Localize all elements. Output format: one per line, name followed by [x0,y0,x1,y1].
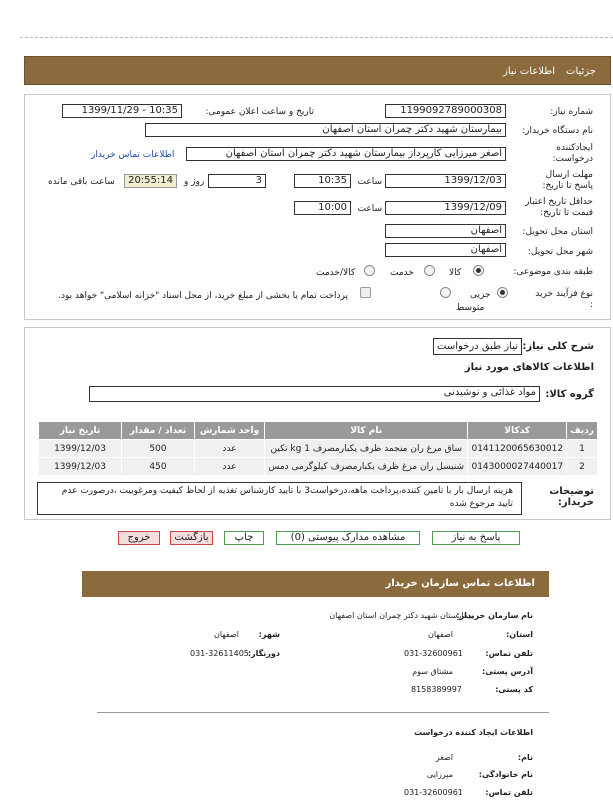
category-goods-label: کالا [449,268,462,278]
contact-fax-value: 031-32611405 [190,649,249,658]
contact-city-label: شهر: [258,630,280,639]
creator-phone-value: 031-32600961 [404,788,463,797]
validity-time-field: 10:00 [294,201,351,215]
item-name: شنیسل ران مرغ ظرف یکبارمصرف کیلوگرمی دمس [265,458,468,476]
delivery-city-field: اصفهان [385,243,506,257]
tab-need-info[interactable]: اطلاعات نیاز [503,66,555,77]
contact-header-bar [82,571,549,597]
process-medium-label: متوسط [456,303,485,313]
org-name-value: بیمارستان شهید دکتر چمران استان اصفهان [329,611,473,620]
row-number: 2 [567,458,598,476]
general-description-label: شرح کلی نیاز: [522,341,594,352]
col-name: نام کالا [265,422,468,440]
process-type-label: نوع فرآیند خرید : [535,289,593,310]
table-row [39,440,598,458]
category-service-label: خدمت [390,268,414,278]
time-remaining-field: 20:55:14 [124,174,177,188]
contact-province-value: اصفهان [427,630,453,639]
time-remaining-label: ساعت باقی مانده [48,177,115,187]
buyer-contact-link[interactable]: اطلاعات تماس خریدار [91,150,175,160]
col-row: ردیف [567,422,598,440]
request-creator-field: اصغر میرزایی کارپرداز بیمارستان شهید دکتر چمران استان اصفهان [186,147,506,161]
general-description-field: نیاز طبق درخواست [433,338,522,355]
process-medium-radio[interactable] [440,287,451,298]
deadline-time-label: ساعت [357,177,382,187]
buyer-notes-field: هزینه ارسال بار با تامین کننده،پرداخت ماهه،درخواست3 با تایید کارشناس تغذیه از لحاظ کیفیت ومرغوبیت ،درصورت عدم تایید مرجوع شده [37,482,522,515]
buyer-notes-label: توضیحات خریدار: [549,486,594,508]
creator-family-value: میرزایی [426,770,453,779]
process-minor-radio[interactable] [497,287,508,298]
contact-province-label: استان: [506,630,533,639]
item-need-date: 1399/12/03 [39,458,122,476]
view-attachments-button[interactable]: مشاهده مدارک پیوستی (0) [276,531,420,545]
deadline-label: مهلت ارسال پاسخ تا تاریخ: [542,170,593,191]
contact-fax-label: دورنگار: [247,649,280,658]
org-name-label: نام سازمان خریدار: [456,611,533,620]
top-dashed-divider [20,37,613,38]
col-code: کدکالا [468,422,567,440]
validity-time-label: ساعت [357,204,382,214]
creator-info-title: اطلاعات ایجاد کننده درخواست [414,728,533,737]
creator-name-label: نام: [517,753,533,762]
buyer-name-label: نام دستگاه خریدار: [522,126,593,136]
category-goods-radio[interactable] [473,265,484,276]
deadline-date-field: 1399/12/03 [385,174,506,188]
contact-title: اطلاعات تماس سازمان خریدار [385,578,535,589]
category-both-label: کالا/خدمت [316,268,356,278]
item-quantity: 450 [122,458,195,476]
postal-code-label: کد پستی: [495,685,533,694]
contact-city-value: اصفهان [213,630,239,639]
deadline-time-field: 10:35 [294,174,351,188]
creator-name-value: اصغر [435,753,453,762]
print-button[interactable]: چاپ [224,531,264,545]
need-number-field: 1199092789000308 [385,104,506,118]
category-label: طبقه بندی موضوعی: [513,267,593,277]
need-number-label: شماره نیاز: [550,107,593,117]
table-row [39,458,598,476]
exit-button[interactable]: خروج [118,531,160,545]
items-table [38,421,598,476]
category-both-radio[interactable] [364,265,375,276]
item-unit: عدد [195,440,265,458]
details-header-bar [24,56,611,85]
process-minor-label: جزیی [470,290,491,300]
treasury-payment-checkbox[interactable] [360,287,371,298]
delivery-province-label: استان محل تحویل: [522,227,593,237]
validity-date-field: 1399/12/09 [385,201,506,215]
delivery-city-label: شهر محل تحویل: [527,247,593,257]
col-unit: واحد شمارش [195,422,265,440]
item-quantity: 500 [122,440,195,458]
item-unit: عدد [195,458,265,476]
request-creator-label: ایجادکننده درخواست: [552,143,593,164]
tab-details[interactable]: جزئیات [566,66,596,77]
creator-phone-label: تلفن تماس: [485,788,533,797]
items-table-header [39,422,598,440]
creator-family-label: نام خانوادگی: [478,770,533,779]
goods-group-field: مواد غذائی و نوشیدنی [89,386,540,402]
buyer-name-field: بیمارستان شهید دکتر چمران استان اصفهان [145,123,506,137]
reply-button[interactable]: پاسخ به نیاز [432,531,520,545]
item-name: ساق مرغ ران منجمد ظرف یکبارمصرف 1 kg تکین [265,440,468,458]
row-number: 1 [567,440,598,458]
min-validity-label: حداقل تاریخ اعتبار قیمت تا تاریخ: [525,197,593,218]
item-code: 0143000027440017 [468,458,567,476]
contact-phone-value: 031-32600961 [404,649,463,658]
treasury-payment-text: پرداخت تمام یا بخشی از مبلغ خرید، از محل اسناد "خزانه اسلامی" خواهد بود. [58,291,348,301]
category-service-radio[interactable] [424,265,435,276]
announce-date-label: تاریخ و ساعت اعلان عمومی: [205,107,314,117]
postal-code-value: 8158389997 [411,685,462,694]
goods-group-label: گروه کالا: [545,389,594,400]
delivery-province-field: اصفهان [385,224,506,238]
days-remaining-field: 3 [208,174,266,188]
item-need-date: 1399/12/03 [39,440,122,458]
col-quantity: تعداد / مقدار [122,422,195,440]
item-code: 0141120065630012 [468,440,567,458]
postal-address-label: آدرس پستی: [482,667,533,676]
announce-date-field: 1399/11/29 - 10:35 [62,104,182,118]
postal-address-value: مشتاق سوم [412,667,453,676]
back-button[interactable]: بازگشت [170,531,213,545]
days-label: روز و [184,177,205,187]
items-info-title: اطلاعات کالاهای مورد نیاز [464,362,594,373]
col-need-date: تاریخ نیاز [39,422,122,440]
contact-divider [97,712,549,713]
contact-phone-label: تلفن تماس: [485,649,533,658]
